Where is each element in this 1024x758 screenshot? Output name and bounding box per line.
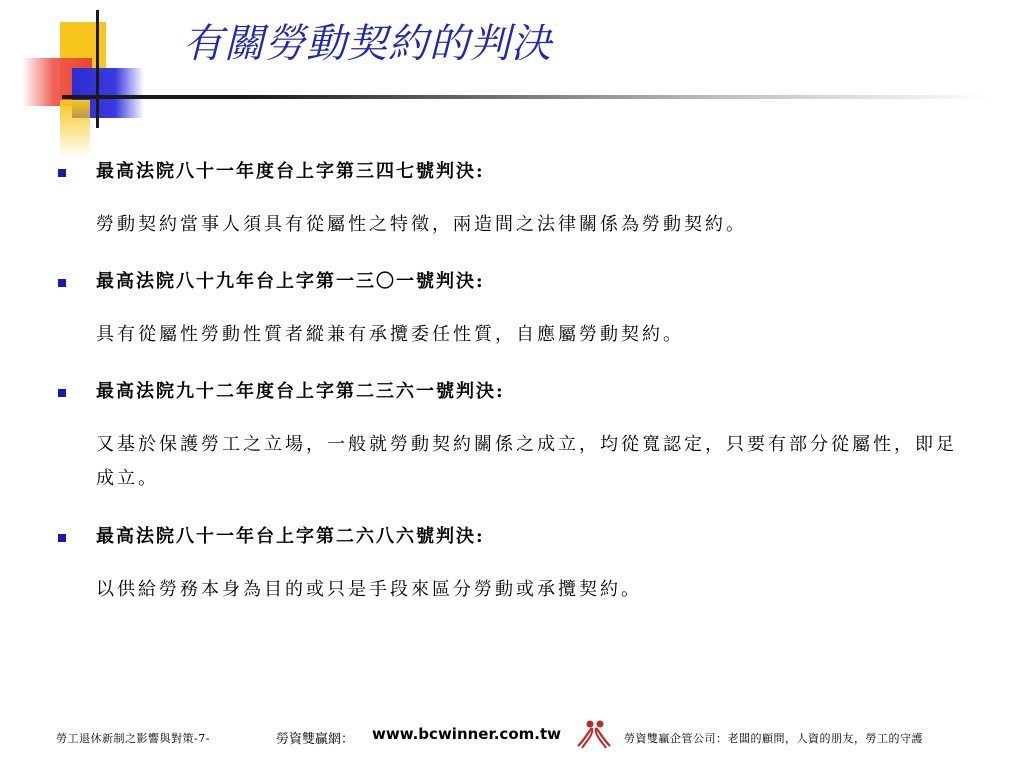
bullet-icon xyxy=(58,389,66,397)
footer-company-slogan: 勞資雙贏企管公司：老闆的顧問，人資的朋友，勞工的守護 xyxy=(624,732,923,745)
bullet-icon xyxy=(58,169,66,177)
ruling-summary: 勞動契約當事人須具有從屬性之特徵，兩造間之法律關係為勞動契約。 xyxy=(96,214,747,235)
bullet-icon xyxy=(58,534,66,542)
ruling-heading: 最高法院九十二年度台上字第二三六一號判決: xyxy=(96,381,505,402)
ruling-summary: 又基於保護勞工之立場，一般就勞動契約關係之成立，均從寬認定，只要有部分從屬性，即足成立。 xyxy=(96,434,957,489)
ruling-heading: 最高法院八十一年度台上字第三四七號判決: xyxy=(96,161,485,182)
bullet-icon xyxy=(58,279,66,287)
title-underline xyxy=(62,95,992,99)
ruling-heading: 最高法院八十一年台上字第二六八六號判決: xyxy=(96,526,485,547)
ruling-summary: 以供給勞務本身為目的或只是手段來區分勞動或承攬契約。 xyxy=(96,579,642,600)
slide-title: 有關勞動契約的判決 xyxy=(183,21,552,67)
ruling-heading: 最高法院八十九年台上字第一三〇一號判決: xyxy=(96,271,485,292)
slide-footer xyxy=(0,722,1024,750)
footer-site-label: 勞資雙贏網： xyxy=(276,732,355,747)
ruling-summary: 具有從屬性勞動性質者縱兼有承攬委任性質，自應屬勞動契約。 xyxy=(96,324,684,345)
company-logo-icon xyxy=(572,718,616,750)
footer-page-label: 勞工退休新制之影響與對策-7- xyxy=(56,732,210,745)
decor-vertical-line xyxy=(96,10,99,128)
footer-url-link[interactable]: www.bcwinner.com.tw xyxy=(372,725,561,743)
decor-yellow-fade xyxy=(60,100,90,158)
